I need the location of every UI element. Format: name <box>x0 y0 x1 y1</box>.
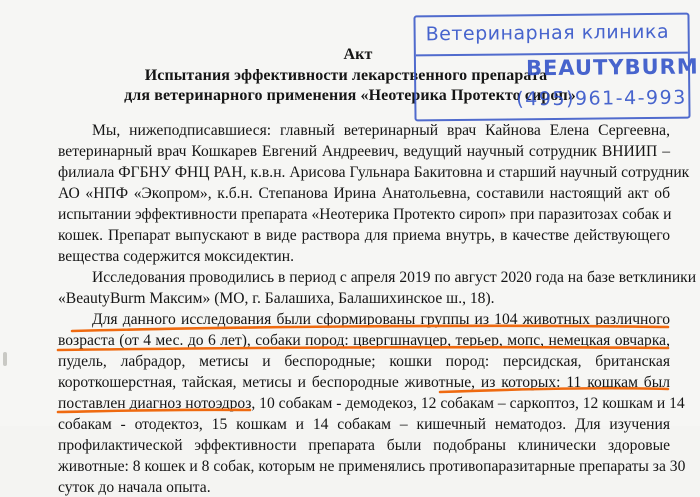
body-line: возраста (от 4 мес. до 6 лет), собаки пород: цвергшнауцер, терьер, мопс, немецкая овчарка, <box>58 332 670 349</box>
body-line: короткошерстная, тайская, метисы и беспородные животные, из которых: 11 кошкам был <box>58 374 670 391</box>
body-line: собакам - отодектоз, 15 кошкам и 14 собакам – кишечный нематодоз. Для изучения <box>58 416 670 433</box>
scan-smudge <box>3 352 7 366</box>
stamp-phone: (495)961-4-993 <box>516 86 687 111</box>
body-line: Исследования проводились в период с апреля 2019 по август 2020 года на базе ветклиники <box>92 269 697 286</box>
doc-subtitle-line1: Испытания эффективности лекарственного препарата <box>144 67 548 84</box>
stamp-clinic-name: Ветеринарная клиника <box>425 20 670 46</box>
body-line: животные: 8 кошек и 8 собак, которым не применялись противопаразитарные препараты за 30 <box>58 458 686 475</box>
body-line: испытании эффективности препарата «Неотерика Протекто сироп» при паразитозах собак и <box>58 206 672 223</box>
body-line: пудель, лабрадор, метисы и беспородные; кошки пород: персидская, британская <box>58 353 670 370</box>
body-line: ветеринарный врач Кошкарев Евгений Андреевич, ведущий научный сотрудник ВНИИП – <box>58 143 670 160</box>
doc-subtitle-line2: для ветеринарного применения «Неотерика Протекто сироп» <box>124 87 576 104</box>
body-line: профилактической эффективности препарата были подобраны клинически здоровые <box>58 437 670 454</box>
doc-title: Акт <box>343 46 373 63</box>
body-line: суток до начала опыта. <box>58 479 211 496</box>
stamp-logo: BEAUTYBURM <box>525 54 699 81</box>
clinic-stamp <box>413 13 699 122</box>
body-line: Мы, нижеподписавшиеся: главный ветеринарный врач Кайнова Елена Сергеевна, <box>92 122 670 139</box>
body-line: АО «НПФ «Экопром», к.б.н. Степанова Ирина Анатольевна, составили настоящий акт об <box>58 185 670 202</box>
body-line: вещества содержится моксидектин. <box>58 248 295 265</box>
body-line: филиала ФГБНУ ФНЦ РАН, к.в.н. Арисова Гульнара Бакитовна и старший научный сотрудник <box>58 164 690 181</box>
body-line: Для данного исследования были сформированы группы из 104 животных различного <box>92 311 670 328</box>
body-line: кошек. Препарат выпускают в виде раствора для приема внутрь, в качестве действующего <box>58 227 670 244</box>
body-line: поставлен диагноз нотоэдроз, 10 собакам - демодекоз, 12 собакам – саркоптоз, 12 кошкам и 14 <box>58 395 685 412</box>
body-line: «BeautyBurm Максим» (МО, г. Балашиха, Балашихинское ш., 18). <box>58 290 495 307</box>
